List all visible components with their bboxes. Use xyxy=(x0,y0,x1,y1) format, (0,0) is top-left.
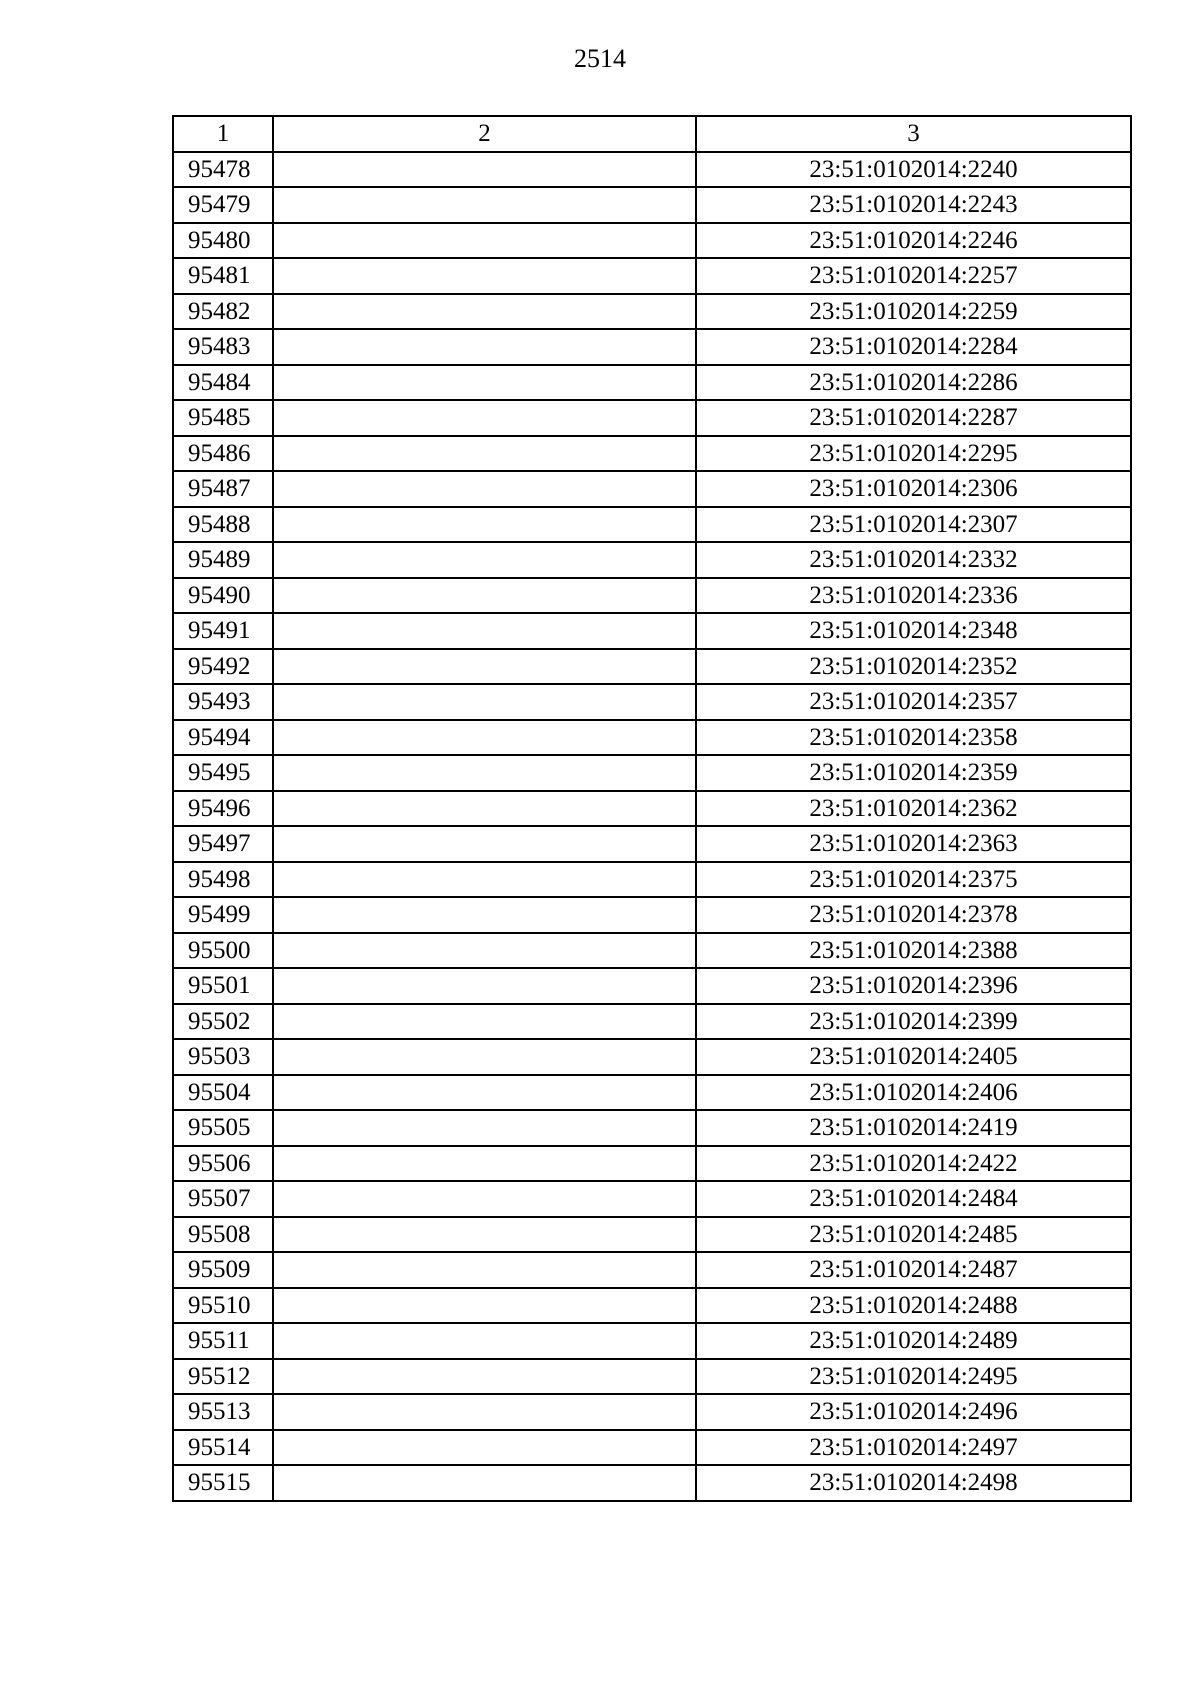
row-number-cell: 95499 xyxy=(173,897,273,933)
table-row xyxy=(173,1252,1131,1288)
table-row xyxy=(173,329,1131,365)
cadastral-number-cell: 23:51:0102014:2286 xyxy=(696,365,1131,401)
cadastral-number-cell: 23:51:0102014:2496 xyxy=(696,1394,1131,1430)
row-empty-cell xyxy=(273,1110,696,1146)
table-row xyxy=(173,862,1131,898)
cadastral-number-cell: 23:51:0102014:2419 xyxy=(696,1110,1131,1146)
cadastral-number-cell: 23:51:0102014:2406 xyxy=(696,1075,1131,1111)
row-empty-cell xyxy=(273,294,696,330)
row-empty-cell xyxy=(273,329,696,365)
table-row xyxy=(173,968,1131,1004)
row-number-cell: 95507 xyxy=(173,1181,273,1217)
row-number-cell: 95483 xyxy=(173,329,273,365)
table-row xyxy=(173,1394,1131,1430)
cadastral-number-cell: 23:51:0102014:2307 xyxy=(696,507,1131,543)
cadastral-number-cell: 23:51:0102014:2306 xyxy=(696,471,1131,507)
cadastral-number-cell: 23:51:0102014:2498 xyxy=(696,1465,1131,1501)
table-row xyxy=(173,1323,1131,1359)
table-row xyxy=(173,578,1131,614)
cadastral-number-cell: 23:51:0102014:2388 xyxy=(696,933,1131,969)
table-row xyxy=(173,1430,1131,1466)
row-number-cell: 95501 xyxy=(173,968,273,1004)
row-empty-cell xyxy=(273,968,696,1004)
row-empty-cell xyxy=(273,649,696,685)
cadastral-number-cell: 23:51:0102014:2352 xyxy=(696,649,1131,685)
row-number-cell: 95508 xyxy=(173,1217,273,1253)
cadastral-number-cell: 23:51:0102014:2363 xyxy=(696,826,1131,862)
row-empty-cell xyxy=(273,365,696,401)
row-empty-cell xyxy=(273,720,696,756)
row-number-cell: 95484 xyxy=(173,365,273,401)
row-empty-cell xyxy=(273,1004,696,1040)
row-empty-cell xyxy=(273,826,696,862)
row-number-cell: 95511 xyxy=(173,1323,273,1359)
row-empty-cell xyxy=(273,187,696,223)
cadastral-number-cell: 23:51:0102014:2488 xyxy=(696,1288,1131,1324)
table-row xyxy=(173,1039,1131,1075)
row-number-cell: 95489 xyxy=(173,542,273,578)
cadastral-number-cell: 23:51:0102014:2487 xyxy=(696,1252,1131,1288)
header-col-1: 1 xyxy=(173,116,273,152)
cadastral-number-cell: 23:51:0102014:2357 xyxy=(696,684,1131,720)
cadastral-number-cell: 23:51:0102014:2336 xyxy=(696,578,1131,614)
table-row xyxy=(173,187,1131,223)
row-empty-cell xyxy=(273,1217,696,1253)
row-number-cell: 95514 xyxy=(173,1430,273,1466)
cadastral-number-cell: 23:51:0102014:2358 xyxy=(696,720,1131,756)
row-number-cell: 95504 xyxy=(173,1075,273,1111)
row-empty-cell xyxy=(273,1430,696,1466)
cadastral-number-cell: 23:51:0102014:2284 xyxy=(696,329,1131,365)
header-row xyxy=(173,116,1131,152)
row-number-cell: 95485 xyxy=(173,400,273,436)
cadastral-number-cell: 23:51:0102014:2396 xyxy=(696,968,1131,1004)
table-row xyxy=(173,1075,1131,1111)
cadastral-number-cell: 23:51:0102014:2243 xyxy=(696,187,1131,223)
row-empty-cell xyxy=(273,791,696,827)
row-empty-cell xyxy=(273,1146,696,1182)
header-col-3: 3 xyxy=(696,116,1131,152)
row-number-cell: 95512 xyxy=(173,1359,273,1395)
row-empty-cell xyxy=(273,897,696,933)
row-number-cell: 95492 xyxy=(173,649,273,685)
cadastral-number-cell: 23:51:0102014:2287 xyxy=(696,400,1131,436)
table-row xyxy=(173,1288,1131,1324)
row-empty-cell xyxy=(273,471,696,507)
row-empty-cell xyxy=(273,1288,696,1324)
table-row xyxy=(173,542,1131,578)
row-number-cell: 95478 xyxy=(173,152,273,188)
row-empty-cell xyxy=(273,933,696,969)
page-number: 2514 xyxy=(574,44,626,73)
row-number-cell: 95491 xyxy=(173,613,273,649)
row-number-cell: 95513 xyxy=(173,1394,273,1430)
row-number-cell: 95493 xyxy=(173,684,273,720)
cadastral-number-cell: 23:51:0102014:2485 xyxy=(696,1217,1131,1253)
row-empty-cell xyxy=(273,755,696,791)
cadastral-number-cell: 23:51:0102014:2240 xyxy=(696,152,1131,188)
table-row xyxy=(173,1146,1131,1182)
row-number-cell: 95494 xyxy=(173,720,273,756)
row-empty-cell xyxy=(273,1039,696,1075)
table-row xyxy=(173,684,1131,720)
table-row xyxy=(173,613,1131,649)
table-header xyxy=(173,116,1131,152)
row-number-cell: 95497 xyxy=(173,826,273,862)
table-row xyxy=(173,436,1131,472)
row-number-cell: 95505 xyxy=(173,1110,273,1146)
table-row xyxy=(173,1110,1131,1146)
table-row xyxy=(173,649,1131,685)
cadastral-number-cell: 23:51:0102014:2489 xyxy=(696,1323,1131,1359)
table-row xyxy=(173,223,1131,259)
table-row xyxy=(173,258,1131,294)
row-empty-cell xyxy=(273,258,696,294)
table-row xyxy=(173,294,1131,330)
row-empty-cell xyxy=(273,1323,696,1359)
row-empty-cell xyxy=(273,1075,696,1111)
table-row xyxy=(173,1181,1131,1217)
row-number-cell: 95481 xyxy=(173,258,273,294)
table-body xyxy=(173,152,1131,1501)
cadastral-number-cell: 23:51:0102014:2484 xyxy=(696,1181,1131,1217)
table-row xyxy=(173,1465,1131,1501)
table-row xyxy=(173,471,1131,507)
row-number-cell: 95482 xyxy=(173,294,273,330)
row-empty-cell xyxy=(273,1359,696,1395)
cadastral-number-cell: 23:51:0102014:2399 xyxy=(696,1004,1131,1040)
table-row xyxy=(173,400,1131,436)
cadastral-number-cell: 23:51:0102014:2359 xyxy=(696,755,1131,791)
row-number-cell: 95487 xyxy=(173,471,273,507)
table-row xyxy=(173,826,1131,862)
cadastral-number-cell: 23:51:0102014:2259 xyxy=(696,294,1131,330)
table-row xyxy=(173,720,1131,756)
table-row xyxy=(173,897,1131,933)
row-empty-cell xyxy=(273,862,696,898)
row-number-cell: 95480 xyxy=(173,223,273,259)
table-row xyxy=(173,1359,1131,1395)
row-empty-cell xyxy=(273,436,696,472)
row-number-cell: 95495 xyxy=(173,755,273,791)
cadastral-number-cell: 23:51:0102014:2348 xyxy=(696,613,1131,649)
registry-table xyxy=(172,115,1132,1502)
cadastral-number-cell: 23:51:0102014:2295 xyxy=(696,436,1131,472)
cadastral-number-cell: 23:51:0102014:2332 xyxy=(696,542,1131,578)
row-empty-cell xyxy=(273,1181,696,1217)
row-empty-cell xyxy=(273,507,696,543)
row-empty-cell xyxy=(273,152,696,188)
row-number-cell: 95515 xyxy=(173,1465,273,1501)
row-number-cell: 95486 xyxy=(173,436,273,472)
row-empty-cell xyxy=(273,542,696,578)
row-empty-cell xyxy=(273,223,696,259)
row-empty-cell xyxy=(273,1252,696,1288)
row-number-cell: 95490 xyxy=(173,578,273,614)
row-number-cell: 95503 xyxy=(173,1039,273,1075)
table-row xyxy=(173,365,1131,401)
row-number-cell: 95500 xyxy=(173,933,273,969)
row-number-cell: 95506 xyxy=(173,1146,273,1182)
cadastral-number-cell: 23:51:0102014:2378 xyxy=(696,897,1131,933)
table-row xyxy=(173,152,1131,188)
table-row xyxy=(173,755,1131,791)
cadastral-number-cell: 23:51:0102014:2246 xyxy=(696,223,1131,259)
row-empty-cell xyxy=(273,1394,696,1430)
table-row xyxy=(173,791,1131,827)
row-empty-cell xyxy=(273,578,696,614)
table-row xyxy=(173,1217,1131,1253)
row-number-cell: 95498 xyxy=(173,862,273,898)
row-number-cell: 95479 xyxy=(173,187,273,223)
table-row xyxy=(173,1004,1131,1040)
cadastral-number-cell: 23:51:0102014:2362 xyxy=(696,791,1131,827)
header-col-2: 2 xyxy=(273,116,696,152)
row-number-cell: 95510 xyxy=(173,1288,273,1324)
table-row xyxy=(173,933,1131,969)
row-empty-cell xyxy=(273,400,696,436)
row-number-cell: 95488 xyxy=(173,507,273,543)
cadastral-number-cell: 23:51:0102014:2375 xyxy=(696,862,1131,898)
cadastral-number-cell: 23:51:0102014:2495 xyxy=(696,1359,1131,1395)
cadastral-number-cell: 23:51:0102014:2405 xyxy=(696,1039,1131,1075)
row-empty-cell xyxy=(273,1465,696,1501)
table-row xyxy=(173,507,1131,543)
cadastral-number-cell: 23:51:0102014:2257 xyxy=(696,258,1131,294)
row-number-cell: 95509 xyxy=(173,1252,273,1288)
cadastral-number-cell: 23:51:0102014:2497 xyxy=(696,1430,1131,1466)
row-number-cell: 95502 xyxy=(173,1004,273,1040)
row-empty-cell xyxy=(273,684,696,720)
cadastral-number-cell: 23:51:0102014:2422 xyxy=(696,1146,1131,1182)
row-number-cell: 95496 xyxy=(173,791,273,827)
row-empty-cell xyxy=(273,613,696,649)
